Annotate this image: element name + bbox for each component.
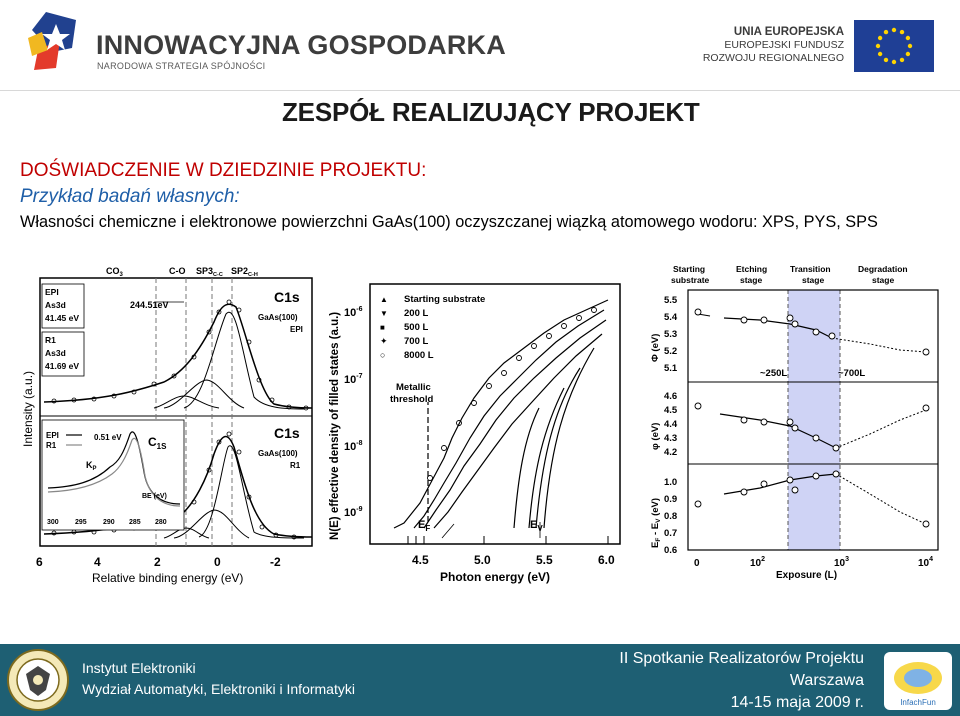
- sps-chi-label: φ (eV): [650, 422, 661, 450]
- sps-stage-3a: Transition: [790, 264, 831, 274]
- sps-phi-tick-5: 5.1: [664, 363, 678, 374]
- pys-legend-marker-4: ✦: [380, 336, 388, 346]
- program-title: INNOWACYJNA GOSPODARKA: [96, 30, 506, 60]
- sps-chi-tick-4: 4.3: [664, 433, 678, 444]
- pys-ylabel: N(E) effective density of filled states (a.u.): [329, 311, 341, 540]
- inset-legend-epi: EPI: [46, 431, 59, 440]
- footer-faculty: Wydział Automatyki, Elektroniki i Informatyki: [82, 681, 355, 697]
- sps-efev-tick-4: 0.7: [664, 528, 678, 539]
- footer-right-text: [619, 648, 864, 714]
- inset-tick-3: 290: [103, 519, 115, 526]
- sps-efev-tick-5: 0.6: [664, 545, 678, 556]
- inset-legend-r1: R1: [46, 441, 57, 450]
- pys-legend-3: 500 L: [404, 322, 429, 333]
- xps-top-box-line1: EPI: [45, 287, 59, 297]
- xps-bottom-c1s: C1s: [274, 425, 300, 441]
- pys-legend-1: Starting substrate: [404, 294, 486, 305]
- pys-legend-marker-3: ■: [380, 323, 385, 332]
- pys-legend-2: 200 L: [404, 308, 429, 319]
- footer-meeting: II Spotkanie Realizatorów Projektu: [619, 650, 864, 667]
- footer-date: 14-15 maja 2009 r.: [730, 694, 864, 711]
- xps-xtick-5: -2: [270, 555, 281, 569]
- xps-top-box-line3: 41.45 eV: [45, 313, 80, 323]
- pys-ytick-4: $10^{-9}$: [344, 506, 363, 519]
- sps-chi-tick-3: 4.4: [664, 419, 678, 430]
- pys-ytick-2: $10^{-7}$: [344, 373, 363, 386]
- inset-c1s: $C_{1S}$: [148, 435, 167, 451]
- eu-star: [876, 44, 880, 48]
- xps-top-sample-2: EPI: [290, 325, 303, 334]
- pys-xtick-1: 4.5: [412, 553, 429, 567]
- sps-xtick-2: $10^2$: [750, 556, 766, 569]
- sps-efev-tick-2: 0.9: [664, 494, 678, 505]
- sps-phi-label: Φ (eV): [650, 333, 661, 362]
- pys-threshold-1: Metallic: [396, 382, 431, 393]
- eu-star: [908, 44, 912, 48]
- sps-chi-tick-2: 4.5: [664, 405, 678, 416]
- sps-xtick-3: $10^3$: [834, 556, 850, 569]
- pys-legend-marker-5: ○: [380, 350, 386, 360]
- sps-xtick-1: 0: [694, 558, 700, 569]
- xps-bottom-box-line1: R1: [45, 335, 56, 345]
- pys-xtick-4: 6.0: [598, 553, 615, 567]
- experience-heading: DOŚWIADCZENIE W DZIEDZINIE PROJEKTU:: [20, 160, 427, 181]
- eu-star: [906, 52, 910, 56]
- footer-bar: [0, 644, 960, 716]
- sps-stage-1b: substrate: [671, 275, 710, 285]
- xps-xtick-1: 6: [36, 555, 43, 569]
- xps-top-box-line2: As3d: [45, 300, 66, 310]
- eu-star: [892, 28, 896, 32]
- infachfun-logo-icon: [884, 652, 952, 710]
- pys-xtick-2: 5.0: [474, 553, 491, 567]
- sps-phi-tick-4: 5.2: [664, 346, 678, 357]
- program-subtitle: NARODOWA STRATEGIA SPÓJNOŚCI: [97, 61, 266, 71]
- xps-label-sp3: $SP3_{C-C}$: [196, 266, 223, 278]
- footer-left-text: [82, 658, 355, 700]
- sps-phi-tick-3: 5.3: [664, 329, 678, 340]
- xps-xlabel: Relative binding energy (eV): [92, 571, 244, 585]
- pys-legend-4: 700 L: [404, 336, 429, 347]
- eu-star: [878, 52, 882, 56]
- pys-legend-5: 8000 L: [404, 350, 434, 361]
- sps-label-700: ~700L: [838, 368, 866, 379]
- pys-xlabel: Photon energy (eV): [440, 570, 551, 584]
- sps-efev-label: $E_F - E_V$ (eV): [650, 497, 662, 548]
- sps-stage-4a: Degradation: [858, 264, 908, 274]
- xps-xtick-3: 2: [154, 555, 161, 569]
- pys-ytick-3: $10^{-8}$: [344, 440, 363, 453]
- xps-label-co: $CO_3$: [106, 266, 123, 278]
- xps-label-sp2: $SP2_{C-H}$: [231, 266, 258, 278]
- inset-shift: 0.51 eV: [94, 433, 122, 442]
- inset-kp: $K_P$: [86, 460, 97, 472]
- eu-flag-icon: [854, 20, 934, 72]
- xps-xtick-4: 0: [214, 555, 221, 569]
- sps-xtick-4: $10^4$: [918, 556, 934, 569]
- xps-figure: [14, 262, 314, 586]
- sps-stage-2a: Etching: [736, 264, 768, 274]
- example-heading: Przykład badań własnych:: [20, 186, 240, 207]
- eu-line-2: EUROPEJSKI FUNDUSZ: [724, 39, 844, 51]
- sps-figure: [640, 258, 946, 582]
- innowacyjna-gospodarka-logo-icon: [26, 10, 88, 78]
- eu-star: [884, 30, 888, 34]
- eu-star: [884, 58, 888, 62]
- xps-label-c-o: C-O: [169, 266, 186, 276]
- sps-phi-tick-1: 5.5: [664, 295, 678, 306]
- pys-ytick-1: $10^{-6}$: [344, 306, 363, 319]
- politechnika-slaska-logo-icon: [6, 648, 70, 712]
- inset-tick-4: 285: [129, 519, 141, 526]
- xps-xtick-2: 4: [94, 555, 101, 569]
- eu-star: [878, 36, 882, 40]
- sps-chi-tick-5: 4.2: [664, 447, 678, 458]
- pys-xtick-3: 5.5: [536, 553, 553, 567]
- eu-star: [900, 30, 904, 34]
- xps-bottom-box-line2: As3d: [45, 348, 66, 358]
- xps-top-c1s: C1s: [274, 289, 300, 305]
- research-description: Własności chemiczne i elektronowe powierzchni GaAs(100) oczyszczanej wiązką atomowego wodoru: XPS, PYS, SPS: [20, 213, 878, 231]
- xps-peak-label: 244.51eV: [130, 300, 169, 310]
- inset-be-label: BE (eV): [142, 493, 167, 500]
- footer-institute: Instytut Elektroniki: [82, 660, 196, 676]
- inset-tick-2: 295: [75, 519, 87, 526]
- xps-ylabel: Intensity (a.u.): [21, 370, 35, 447]
- pys-ev: $E_V$: [530, 519, 543, 533]
- xps-bottom-box-line3: 41.69 eV: [45, 361, 80, 371]
- footer-city: Warszawa: [789, 672, 864, 689]
- slide-title: ZESPÓŁ REALIZUJĄCY PROJEKT: [282, 97, 700, 127]
- sps-label-250: ~250L: [760, 368, 788, 379]
- eu-fund-text: [703, 26, 844, 65]
- pys-legend-marker-2: ▼: [380, 309, 388, 318]
- xps-bottom-sample-1: GaAs(100): [258, 449, 298, 458]
- eu-line-1: UNIA EUROPEJSKA: [733, 26, 844, 38]
- inset-tick-5: 280: [155, 519, 167, 526]
- pys-threshold-2: threshold: [390, 394, 434, 405]
- pys-ef: $E_F$: [418, 519, 431, 533]
- sps-chi-tick-1: 4.6: [664, 391, 678, 402]
- sps-efev-tick-3: 0.8: [664, 511, 678, 522]
- infachfun-logo-text: InfachFun: [900, 698, 936, 707]
- pys-figure: [324, 278, 624, 584]
- sps-phi-tick-2: 5.4: [664, 312, 678, 323]
- sps-stage-4b: stage: [872, 275, 895, 285]
- eu-star: [900, 58, 904, 62]
- sps-stage-3b: stage: [802, 275, 825, 285]
- sps-stage-2b: stage: [740, 275, 763, 285]
- xps-bottom-sample-2: R1: [290, 461, 301, 470]
- eu-star: [892, 60, 896, 64]
- sps-xlabel: Exposure (L): [776, 570, 838, 581]
- header-banner: [0, 0, 960, 91]
- sps-stage-1a: Starting: [673, 264, 706, 274]
- pys-legend-marker-1: ▲: [380, 295, 388, 304]
- eu-star: [906, 36, 910, 40]
- eu-line-3: ROZWOJU REGIONALNEGO: [702, 52, 844, 64]
- inset-tick-1: 300: [47, 519, 59, 526]
- xps-top-sample-1: GaAs(100): [258, 313, 298, 322]
- sps-efev-tick-1: 1.0: [664, 477, 678, 488]
